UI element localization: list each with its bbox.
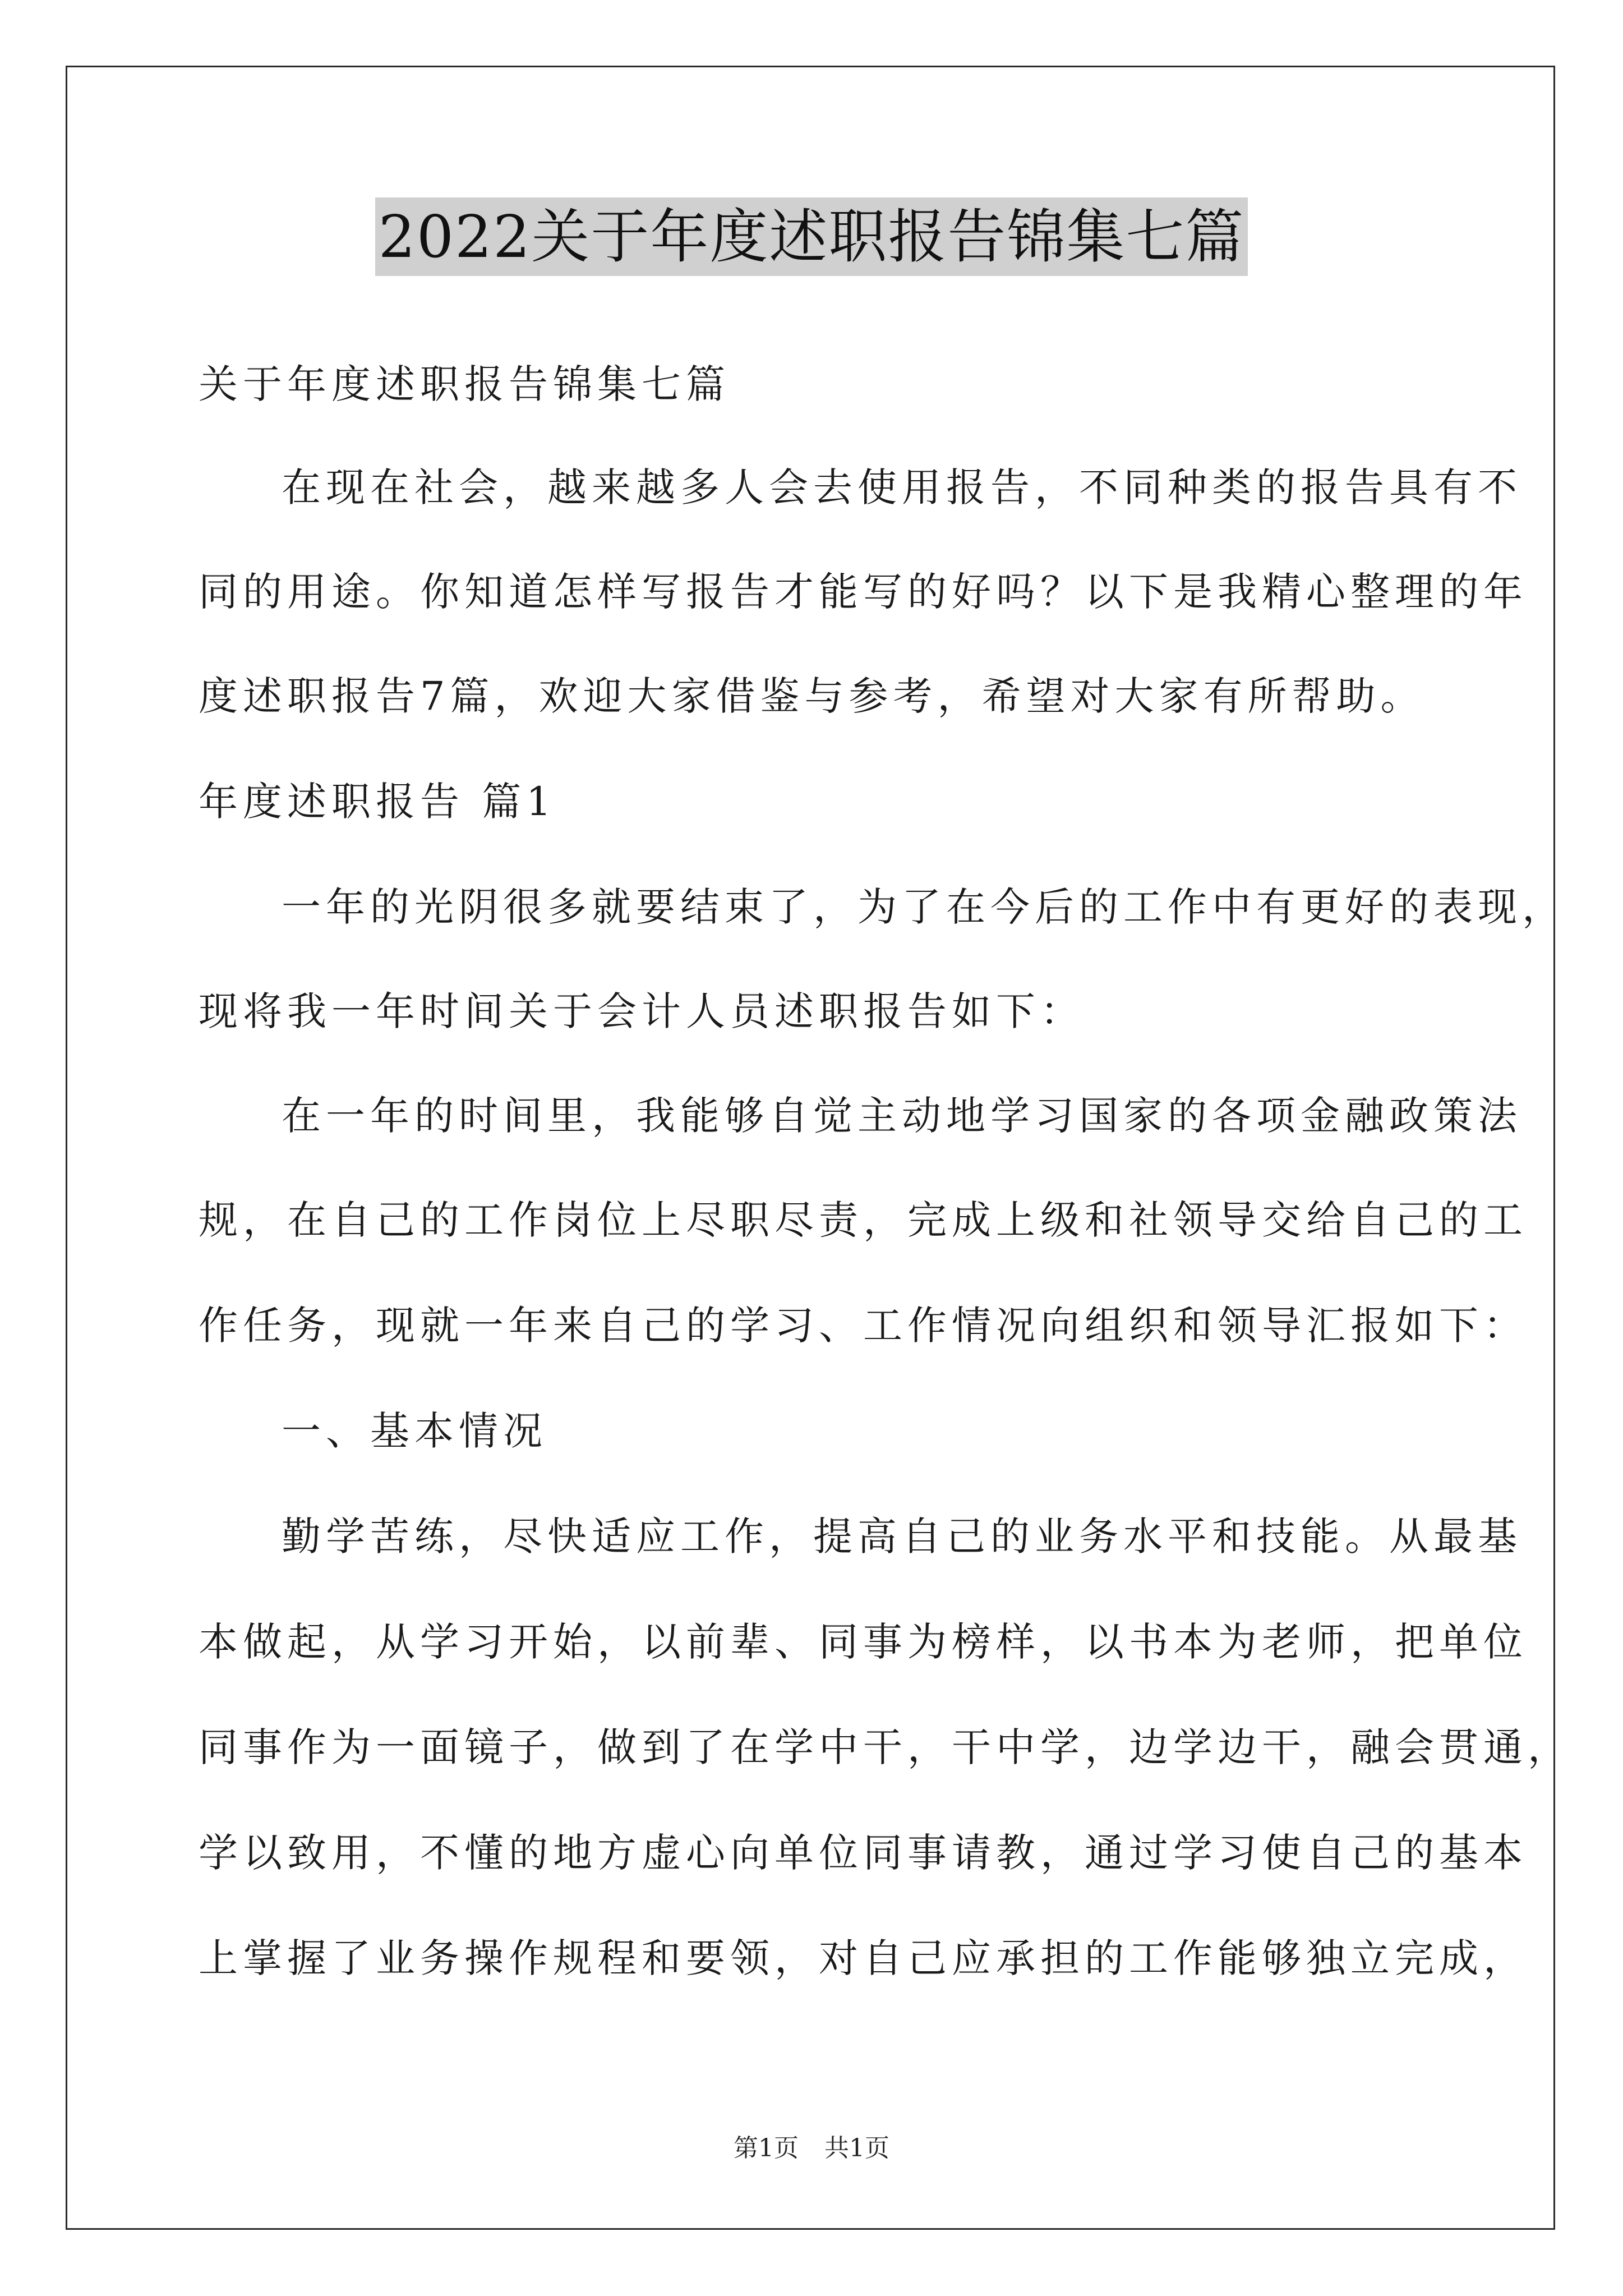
paragraph-line: 现将我一年时间关于会计人员述职报告如下： — [199, 988, 1085, 1034]
paragraph-line: 在一年的时间里，我能够自觉主动地学习国家的各项金融政策法 — [282, 1093, 1522, 1139]
section-heading: 年度述职报告 篇1 — [199, 779, 556, 825]
paragraph-line: 上掌握了业务操作规程和要领，对自己应承担的工作能够独立完成， — [199, 1935, 1528, 1981]
paragraph-line: 作任务，现就一年来自己的学习、工作情况向组织和领导汇报如下： — [199, 1303, 1528, 1349]
subtitle-line: 关于年度述职报告锦集七篇 — [199, 361, 730, 407]
paragraph-line: 同事作为一面镜子，做到了在学中干，干中学，边学边干，融会贯通， — [199, 1724, 1572, 1770]
paragraph-line: 同的用途。你知道怎样写报告才能写的好吗？以下是我精心整理的年 — [199, 569, 1528, 615]
paragraph-line: 度述职报告7篇，欢迎大家借鉴与参考，希望对大家有所帮助。 — [199, 673, 1425, 719]
paragraph-line: 勤学苦练，尽快适应工作，提高自己的业务水平和技能。从最基 — [282, 1513, 1522, 1559]
paragraph-line: 在现在社会，越来越多人会去使用报告，不同种类的报告具有不 — [282, 464, 1522, 510]
document-title: 2022关于年度述职报告锦集七篇 — [375, 197, 1248, 276]
paragraph-line: 一年的光阴很多就要结束了，为了在今后的工作中有更好的表现， — [282, 884, 1566, 930]
paragraph-line: 学以致用，不懂的地方虚心向单位同事请教，通过学习使自己的基本 — [199, 1830, 1528, 1876]
paragraph-line: 本做起，从学习开始，以前辈、同事为榜样，以书本为老师，把单位 — [199, 1619, 1528, 1665]
paragraph-line: 规，在自己的工作岗位上尽职尽责，完成上级和社领导交给自己的工 — [199, 1197, 1528, 1243]
page-number-total: 共1页 — [824, 2134, 889, 2162]
page-number-current: 第1页 — [734, 2134, 799, 2162]
subsection-heading: 一、基本情况 — [282, 1408, 547, 1454]
page-footer — [0, 2132, 1623, 2165]
title-container — [0, 197, 1623, 276]
